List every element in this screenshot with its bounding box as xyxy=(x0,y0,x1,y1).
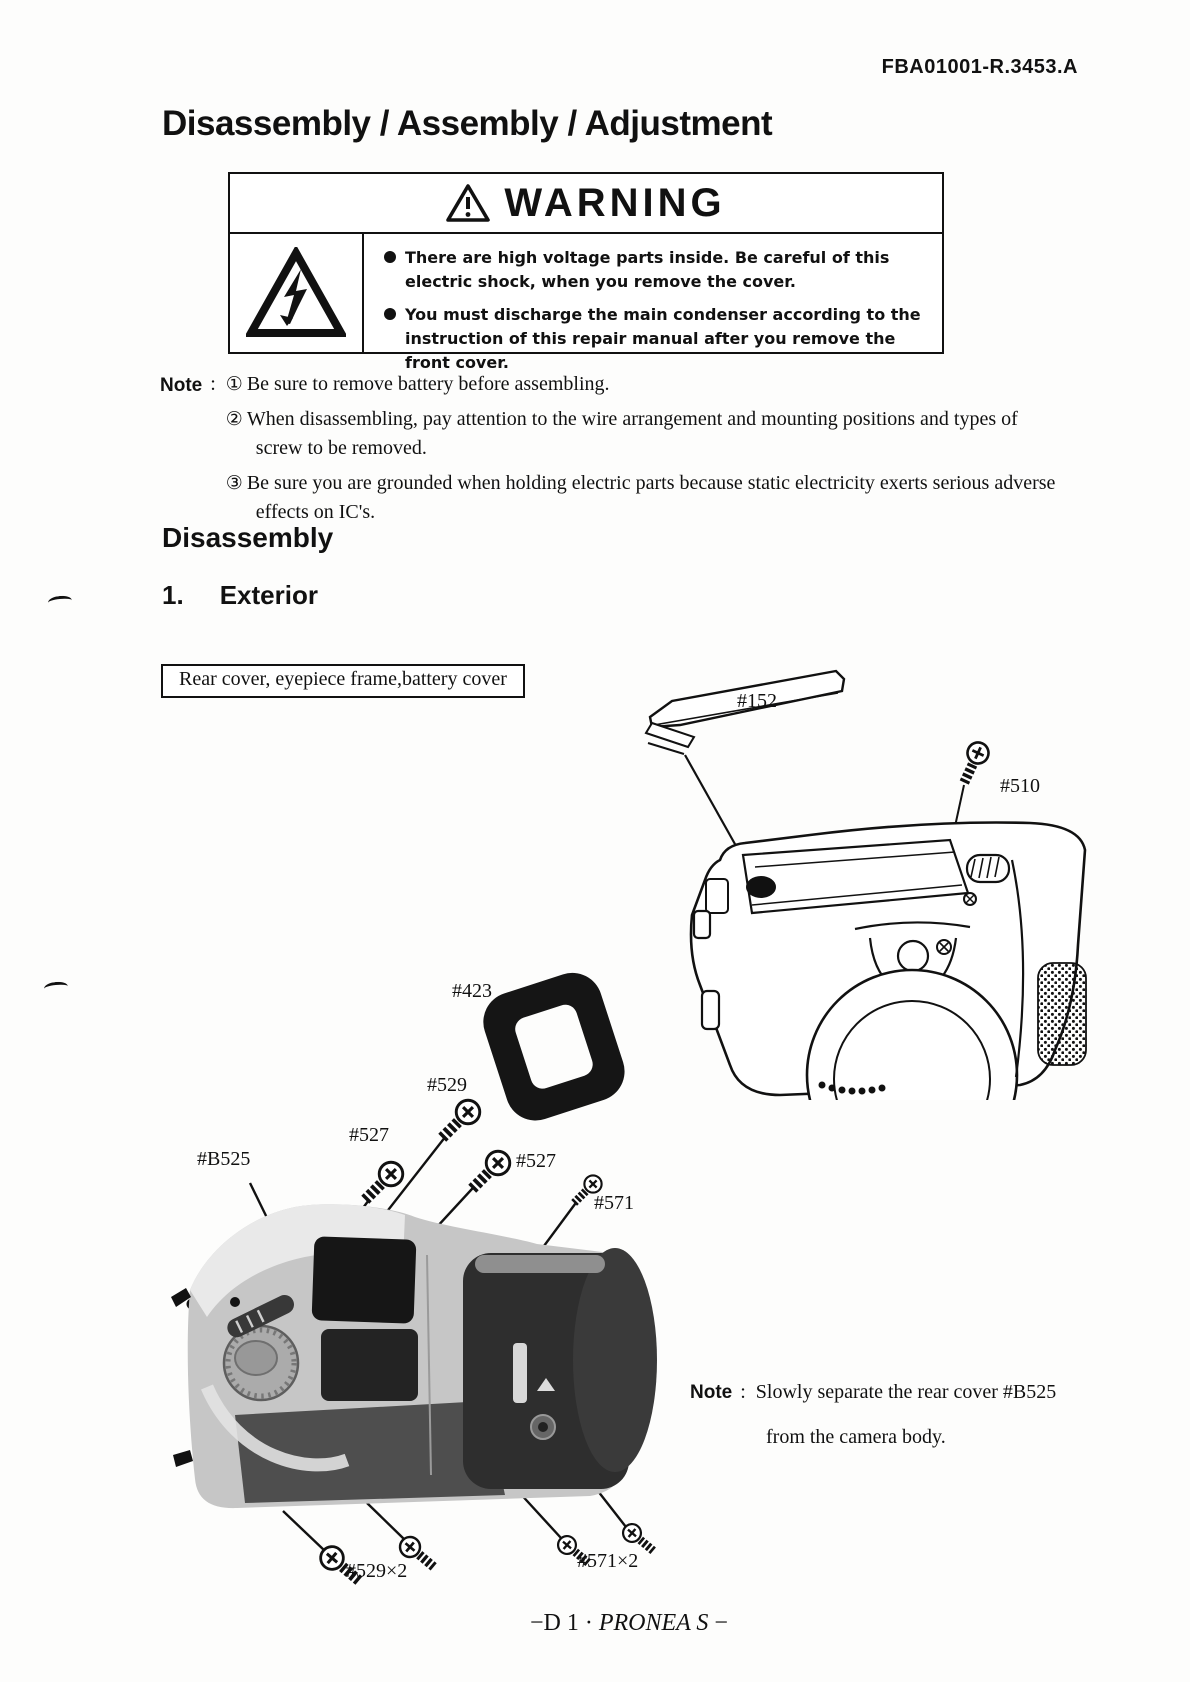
body-screw-icon xyxy=(964,893,976,905)
margin-tick xyxy=(47,595,72,608)
circled-number: ① xyxy=(225,373,243,395)
doc-code: FBA01001-R.3453.A xyxy=(881,56,1078,78)
warning-bullet-text: You must discharge the main condenser according to the instruction of this repair manual after you remove the front cover. xyxy=(405,305,921,372)
note-item-text: Be sure to remove battery before assembling. xyxy=(246,373,610,395)
exterior-number: 1. xyxy=(162,580,184,610)
margin-tick xyxy=(43,981,68,994)
grip-texture xyxy=(1038,963,1086,1065)
part-label-529: #529 xyxy=(427,1074,467,1096)
part-label-510: #510 xyxy=(1000,775,1040,797)
leader-line-152 xyxy=(685,755,740,853)
note-label: Note xyxy=(690,1382,733,1403)
part-label-527-left: #527 xyxy=(349,1124,389,1146)
footer-suffix: − xyxy=(708,1610,728,1636)
camera-body-front xyxy=(691,823,1086,1101)
heading-disassembly: Disassembly xyxy=(162,522,334,553)
part-label-423: #423 xyxy=(452,980,492,1002)
strap-lug xyxy=(694,911,710,938)
warning-bullet xyxy=(384,303,926,375)
warning-bullet-text: There are high voltage parts inside. Be careful of this electric shock, when you remove the cover. xyxy=(405,248,890,291)
diagram-camera-rear xyxy=(85,955,675,1615)
bullet-dot-icon xyxy=(384,308,396,320)
footer-page-number xyxy=(530,1610,728,1637)
footer-model: PRONEA S xyxy=(598,1610,709,1636)
diagram-camera-front-bottom xyxy=(630,655,1100,1100)
eyepiece-frame-423 xyxy=(476,965,633,1128)
part-label-527-right: #527 xyxy=(516,1150,556,1172)
screw-527-right-icon xyxy=(470,1151,510,1190)
note-item xyxy=(226,469,1060,527)
warning-header xyxy=(230,174,942,234)
bullet-dot-icon xyxy=(384,251,396,263)
warning-bullet xyxy=(384,246,926,294)
note-item xyxy=(226,405,1060,463)
note-label: Note xyxy=(160,375,203,396)
battery-in-chamber xyxy=(746,876,776,898)
note-item xyxy=(226,370,1060,399)
front-button xyxy=(898,941,928,971)
cover-latch-knob xyxy=(967,855,1009,882)
strap-lug xyxy=(702,991,719,1029)
bottom-note xyxy=(690,1378,1056,1451)
part-label-152: #152 xyxy=(737,690,777,712)
note-block xyxy=(160,370,1060,533)
note-item-text: When disassembling, pay attention to the wire arrangement and mounting positions and types of screw to be removed. xyxy=(246,408,1018,459)
page-title: Disassembly / Assembly / Adjustment xyxy=(162,104,773,143)
body-screw-icon xyxy=(937,940,951,954)
circled-number: ③ xyxy=(225,472,243,494)
bottom-note-line1: Slowly separate the rear cover #B525 xyxy=(755,1381,1057,1403)
warning-heading: WARNING xyxy=(504,180,726,225)
note-colon: : xyxy=(740,1381,746,1403)
rear-cover-body-B525 xyxy=(171,1204,657,1508)
warning-box xyxy=(228,172,944,372)
part-label-571: #571 xyxy=(594,1192,634,1214)
heading-exterior xyxy=(162,580,318,611)
warning-triangle-icon xyxy=(446,183,490,223)
bottom-note-line2: from the camera body. xyxy=(766,1425,946,1448)
exterior-title: Exterior xyxy=(219,580,318,610)
note-item-text: Be sure you are grounded when holding electric parts because static electricity exerts serious adverse effects on IC's. xyxy=(246,472,1056,523)
circled-number: ② xyxy=(225,408,243,430)
part-label-571x2: #571×2 xyxy=(577,1550,639,1572)
screw-529-icon xyxy=(440,1100,480,1139)
part-label-B525: #B525 xyxy=(197,1148,251,1170)
screw-527-left-icon xyxy=(363,1162,403,1201)
note-colon: : xyxy=(210,373,216,395)
footer-prefix: −D 1 · xyxy=(530,1610,599,1636)
part-label-529x2: #529×2 xyxy=(346,1560,408,1582)
high-voltage-icon xyxy=(246,247,346,341)
procedure-box: Rear cover, eyepiece frame,battery cover xyxy=(161,664,525,698)
